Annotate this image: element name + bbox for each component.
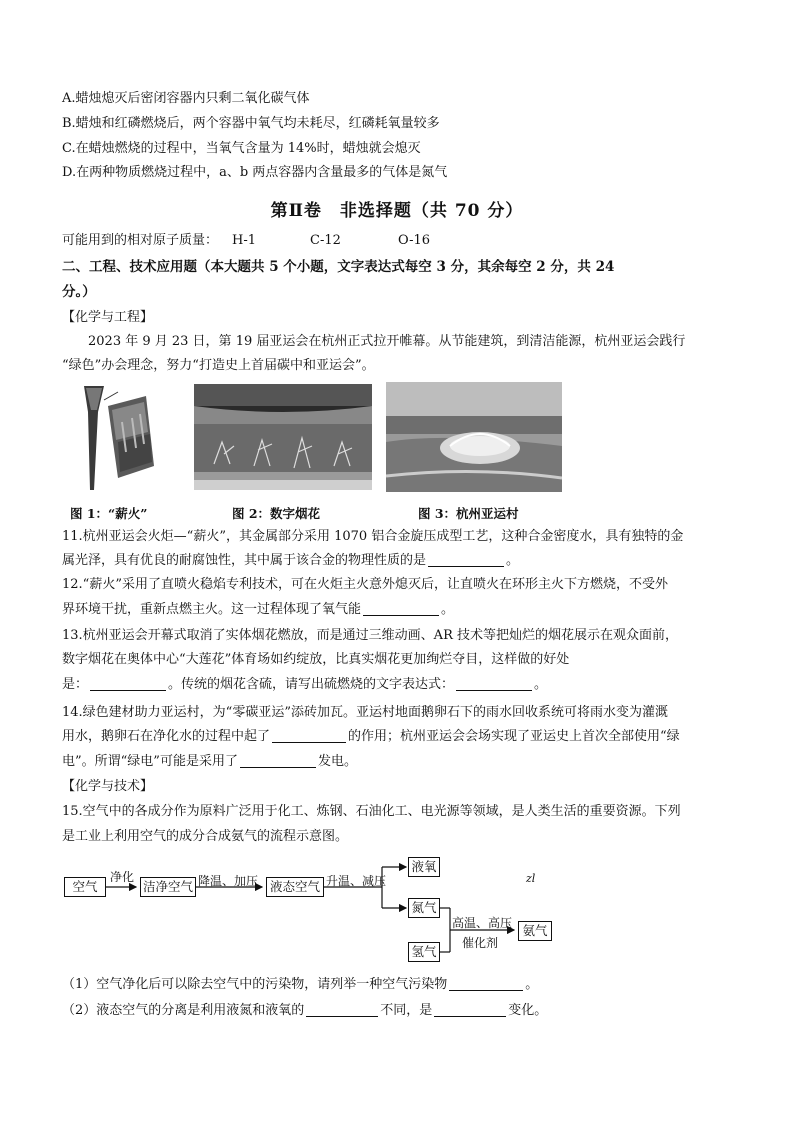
q12-line1: 12.“薪火”采用了直喷火稳焰专利技术，可在火炬主火意外熄灭后，让直喷火在环形主火下方燃烧，不受外 <box>62 577 668 592</box>
flow-liquid-oxygen-box: 液氧 <box>408 857 440 877</box>
fig2-caption: 图 2：数字烟花 <box>232 506 321 521</box>
flow-purify-label: 净化 <box>110 870 135 884</box>
atomic-masses-label: 可能用到的相对原子质量： <box>62 233 219 248</box>
tag-engineering: 【化学与工程】 <box>62 310 154 325</box>
q11-end: 。 <box>506 553 520 568</box>
q15-2-end: 变化。 <box>508 1003 548 1018</box>
option-b: B.蜡烛和红磷燃烧后，两个容器中氧气均未耗尽，红磷耗氧量较多 <box>62 116 440 131</box>
part2-heading-line1: 二、工程、技术应用题（本大题共 5 个小题，文字表达式每空 3 分，其余每空 2 分，共 24 <box>62 259 615 275</box>
q14-line1: 14.绿色建材助力亚运村，为“零碳亚运”添砖加瓦。亚运村地面鹅卵石下的雨水回收系统可将雨水变为灌溉 <box>62 705 668 720</box>
q14-text-b: 的作用；杭州亚运会会场实现了亚运史上首次全部使用“绿 <box>348 729 680 744</box>
atomic-mass-h: H-1 <box>232 233 257 248</box>
flow-condition-bottom: 催化剂 <box>462 936 499 950</box>
q13-end: 。 <box>534 677 548 692</box>
flow-scribble: zl <box>526 872 536 885</box>
part2-heading-line2: 分。） <box>62 284 96 300</box>
q14-text-c: 电”。所谓“绿电”可能是采用了 <box>62 754 238 769</box>
q15-2-text-b: 不同，是 <box>380 1003 433 1018</box>
q15-2 <box>62 1002 547 1020</box>
flow-liquid-air-box: 液态空气 <box>266 877 324 897</box>
q14-end: 发电。 <box>317 754 357 769</box>
intro-line2: “绿色”办会理念，努力“打造史上首届碳中和亚运会”。 <box>62 358 375 373</box>
atomic-mass-o: O-16 <box>398 233 431 248</box>
flow-clean-air-box: 洁净空气 <box>140 877 196 897</box>
option-c: C.在蜡烛燃烧的过程中，当氧气含量为 14%时，蜡烛就会熄灭 <box>62 141 421 156</box>
q15-1-text: （1）空气净化后可以除去空气中的污染物，请列举一种空气污染物 <box>62 977 448 992</box>
flow-heat-decompress-label: 升温、减压 <box>326 874 387 888</box>
q15-line1: 15.空气中的各成分作为原料广泛用于化工、炼钢、石油化工、电光源等领域，是人类生活的重要资源。下列 <box>62 804 681 819</box>
q11-line1: 11.杭州亚运会火炬—“薪火”，其金属部分采用 1070 铝合金旋压成型工艺，这种合金密度水，具有独特的金 <box>62 529 684 544</box>
q14-text-a: 用水，鹅卵石在净化水的过程中起了 <box>62 729 271 744</box>
q15-1 <box>62 976 538 994</box>
q15-1-answer-blank[interactable] <box>449 976 523 991</box>
q15-2-property-blank[interactable] <box>306 1002 378 1017</box>
q11-text: 属光泽，具有优良的耐腐蚀性，其中属于该合金的物理性质的是 <box>62 553 427 568</box>
flow-air-box: 空气 <box>64 877 106 897</box>
q13-text-a: 是： <box>62 677 89 692</box>
q12-text: 界环境干扰，重新点燃主火。这一过程体现了氧气能 <box>62 602 362 617</box>
fig3-caption: 图 3：杭州亚运村 <box>418 506 519 521</box>
q15-1-end: 。 <box>525 977 539 992</box>
q13-line2: 数字烟花在奥体中心“大莲花”体育场如约绽放，比真实烟花更加绚烂夺目，这样做的好处 <box>62 652 570 667</box>
option-a: A.蜡烛熄灭后密闭容器内只剩二氧化碳气体 <box>62 91 310 106</box>
flow-hydrogen-box: 氢气 <box>408 942 440 962</box>
flow-cool-press-label: 降温、加压 <box>198 874 259 888</box>
q15-2-change-blank[interactable] <box>434 1002 506 1017</box>
q12-end: 。 <box>441 602 455 617</box>
intro-line1: 2023 年 9 月 23 日，第 19 届亚运会在杭州正式拉开帷幕。从节能建筑，到清洁能源，杭州亚运会践行 <box>88 334 686 349</box>
q13-line1: 13.杭州亚运会开幕式取消了实体烟花燃放，而是通过三维动画、AR 技术等把灿烂的烟花展示在观众面前， <box>62 628 678 643</box>
q15-2-text-a: （2）液态空气的分离是利用液氮和液氧的 <box>62 1003 305 1018</box>
option-d: D.在两种物质燃烧过程中，a、b 两点容器内含量最多的气体是氮气 <box>62 165 448 180</box>
flow-ammonia-box: 氨气 <box>518 921 552 941</box>
flow-condition-top: 高温、高压 <box>452 916 513 930</box>
fig1-caption: 图 1：“薪火” <box>70 506 148 521</box>
section-title: 第Ⅱ卷 非选择题（共 70 分） <box>270 201 524 221</box>
atomic-mass-c: C-12 <box>310 233 341 248</box>
q13-text-b: 。传统的烟花含硫，请写出硫燃烧的文字表达式： <box>168 677 455 692</box>
q15-line2: 是工业上利用空气的成分合成氨气的流程示意图。 <box>62 829 349 844</box>
flow-nitrogen-box: 氮气 <box>408 898 440 918</box>
tag-technology: 【化学与技术】 <box>62 779 154 794</box>
